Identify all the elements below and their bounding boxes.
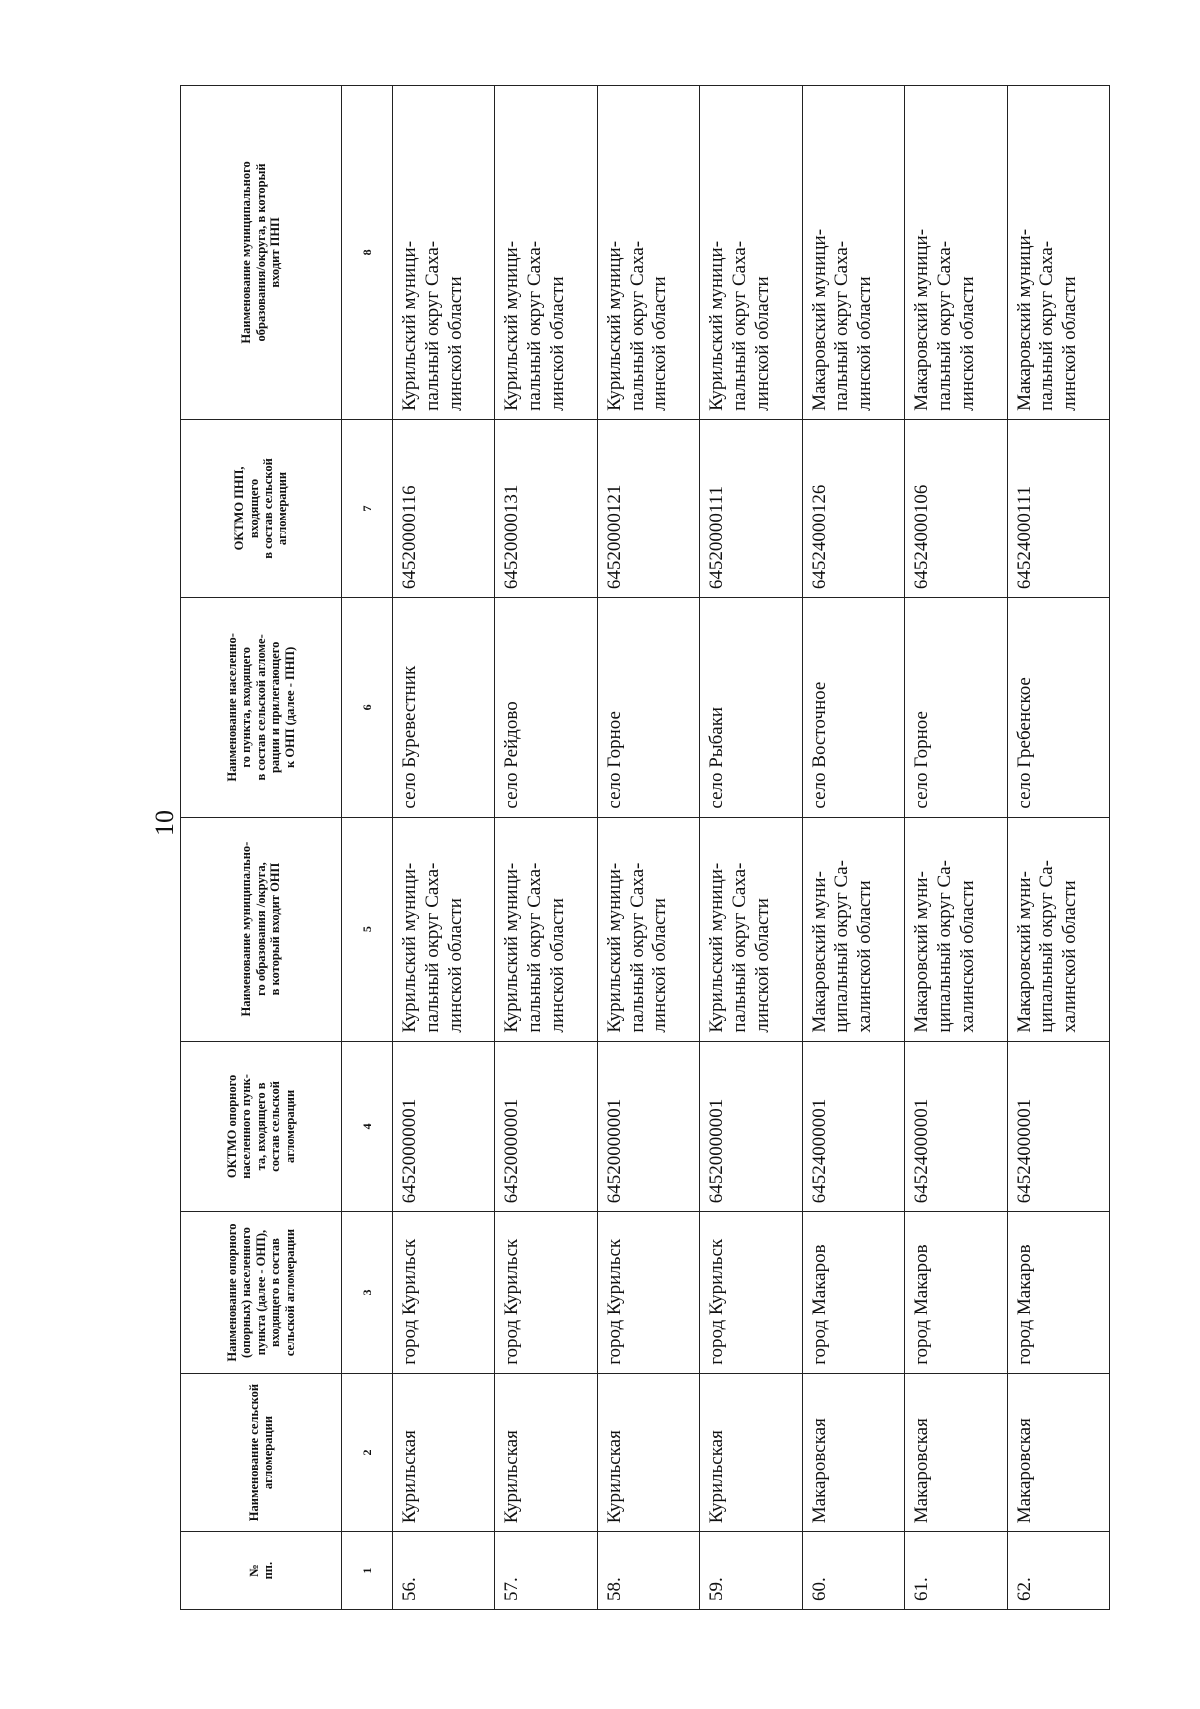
row-pnp: село Буревестник	[393, 598, 495, 817]
row-onp-municipality: Макаровский муни- ципальный округ Са- халинской области	[905, 817, 1007, 1041]
row-pnp: село Рейдово	[495, 598, 597, 817]
row-pnp-oktmo: 64520000111	[700, 419, 802, 597]
row-pnp-municipality: Макаровский муници- пальный округ Саха- линской области	[1007, 86, 1109, 420]
column-number: 8	[342, 86, 393, 420]
row-agglomeration: Курильская	[700, 1373, 802, 1531]
row-agglomeration: Макаровская	[1007, 1373, 1109, 1531]
column-number: 7	[342, 419, 393, 597]
row-onp-municipality: Курильский муници- пальный округ Саха- линской области	[597, 817, 699, 1041]
row-pnp: село Горное	[905, 598, 1007, 817]
row-pnp-oktmo: 64520000121	[597, 419, 699, 597]
row-onp-municipality: Курильский муници- пальный округ Саха- линской области	[700, 817, 802, 1041]
row-onp: город Курильск	[495, 1212, 597, 1374]
row-onp-municipality: Макаровский муни- ципальный округ Са- халинской области	[802, 817, 904, 1041]
row-pnp-municipality: Макаровский муници- пальный округ Саха- линской области	[802, 86, 904, 420]
row-onp-municipality: Курильский муници- пальный округ Саха- линской области	[495, 817, 597, 1041]
header-num: № пп.	[181, 1532, 342, 1610]
row-onp-oktmo: 64520000001	[495, 1041, 597, 1212]
row-pnp: село Гребенское	[1007, 598, 1109, 817]
table-row	[802, 86, 904, 1610]
row-pnp-municipality: Курильский муници- пальный округ Саха- линской области	[495, 86, 597, 420]
row-onp-oktmo: 64520000001	[700, 1041, 802, 1212]
row-agglomeration: Курильская	[597, 1373, 699, 1531]
row-onp-oktmo: 64524000001	[1007, 1041, 1109, 1212]
header-onp-oktmo: ОКТМО опорного населенного пунк- та, входящего в состав сельской агломерации	[181, 1041, 342, 1212]
header-pnp-oktmo: ОКТМО ПНП, входящего в состав сельской агломерации	[181, 419, 342, 597]
header-pnp: Наименование населенно- го пункта, входящего в состав сельской агломе- рации и прилегающего к ОНП (далее - ПНП)	[181, 598, 342, 817]
row-onp: город Макаров	[1007, 1212, 1109, 1374]
row-num: 56.	[393, 1532, 495, 1610]
row-onp: город Курильск	[393, 1212, 495, 1374]
row-agglomeration: Курильская	[393, 1373, 495, 1531]
row-pnp-municipality: Курильский муници- пальный округ Саха- линской области	[700, 86, 802, 420]
rotated-table-frame	[180, 85, 1110, 1610]
row-pnp-oktmo: 64524000126	[802, 419, 904, 597]
header-agglomeration: Наименование сельской агломерации	[181, 1373, 342, 1531]
header-pnp-municipality: Наименование муниципального образования/округа, в который входит ПНП	[181, 86, 342, 420]
row-num: 61.	[905, 1532, 1007, 1610]
row-onp: город Курильск	[597, 1212, 699, 1374]
table-row	[700, 86, 802, 1610]
row-agglomeration: Макаровская	[905, 1373, 1007, 1531]
header-row	[181, 86, 342, 1610]
row-onp-oktmo: 64524000001	[905, 1041, 1007, 1212]
table-row	[495, 86, 597, 1610]
row-onp-municipality: Курильский муници- пальный округ Саха- линской области	[393, 817, 495, 1041]
row-onp-oktmo: 64520000001	[393, 1041, 495, 1212]
row-pnp-municipality: Макаровский муници- пальный округ Саха- линской области	[905, 86, 1007, 420]
row-agglomeration: Курильская	[495, 1373, 597, 1531]
row-num: 62.	[1007, 1532, 1109, 1610]
row-num: 58.	[597, 1532, 699, 1610]
row-pnp-oktmo: 64520000131	[495, 419, 597, 597]
row-onp: город Макаров	[802, 1212, 904, 1374]
row-pnp-municipality: Курильский муници- пальный округ Саха- линской области	[393, 86, 495, 420]
column-number: 6	[342, 598, 393, 817]
table-container	[180, 85, 1110, 1610]
row-pnp-oktmo: 64520000116	[393, 419, 495, 597]
column-number-row	[342, 86, 393, 1610]
row-onp-oktmo: 64524000001	[802, 1041, 904, 1212]
table-row	[597, 86, 699, 1610]
header-onp: Наименование опорного (опорных) населенного пункта (далее - ОНП), входящего в состав сельской агломерации	[181, 1212, 342, 1374]
row-onp: город Курильск	[700, 1212, 802, 1374]
row-num: 57.	[495, 1532, 597, 1610]
row-num: 60.	[802, 1532, 904, 1610]
row-pnp: село Рыбаки	[700, 598, 802, 817]
row-onp: город Макаров	[905, 1212, 1007, 1374]
row-pnp: село Горное	[597, 598, 699, 817]
row-onp-oktmo: 64520000001	[597, 1041, 699, 1212]
row-agglomeration: Макаровская	[802, 1373, 904, 1531]
table-row	[905, 86, 1007, 1610]
column-number: 5	[342, 817, 393, 1041]
row-pnp: село Восточное	[802, 598, 904, 817]
page-number: 10	[150, 810, 179, 836]
column-number: 2	[342, 1373, 393, 1531]
row-num: 59.	[700, 1532, 802, 1610]
table-row	[1007, 86, 1109, 1610]
agglomeration-table	[180, 85, 1110, 1610]
header-onp-municipality: Наименование муниципально- го образования /округа, в который входит ОНП	[181, 817, 342, 1041]
column-number: 4	[342, 1041, 393, 1212]
table-row	[393, 86, 495, 1610]
row-pnp-oktmo: 64524000106	[905, 419, 1007, 597]
column-number: 1	[342, 1532, 393, 1610]
row-pnp-municipality: Курильский муници- пальный округ Саха- линской области	[597, 86, 699, 420]
row-pnp-oktmo: 64524000111	[1007, 419, 1109, 597]
column-number: 3	[342, 1212, 393, 1374]
row-onp-municipality: Макаровский муни- ципальный округ Са- халинской области	[1007, 817, 1109, 1041]
